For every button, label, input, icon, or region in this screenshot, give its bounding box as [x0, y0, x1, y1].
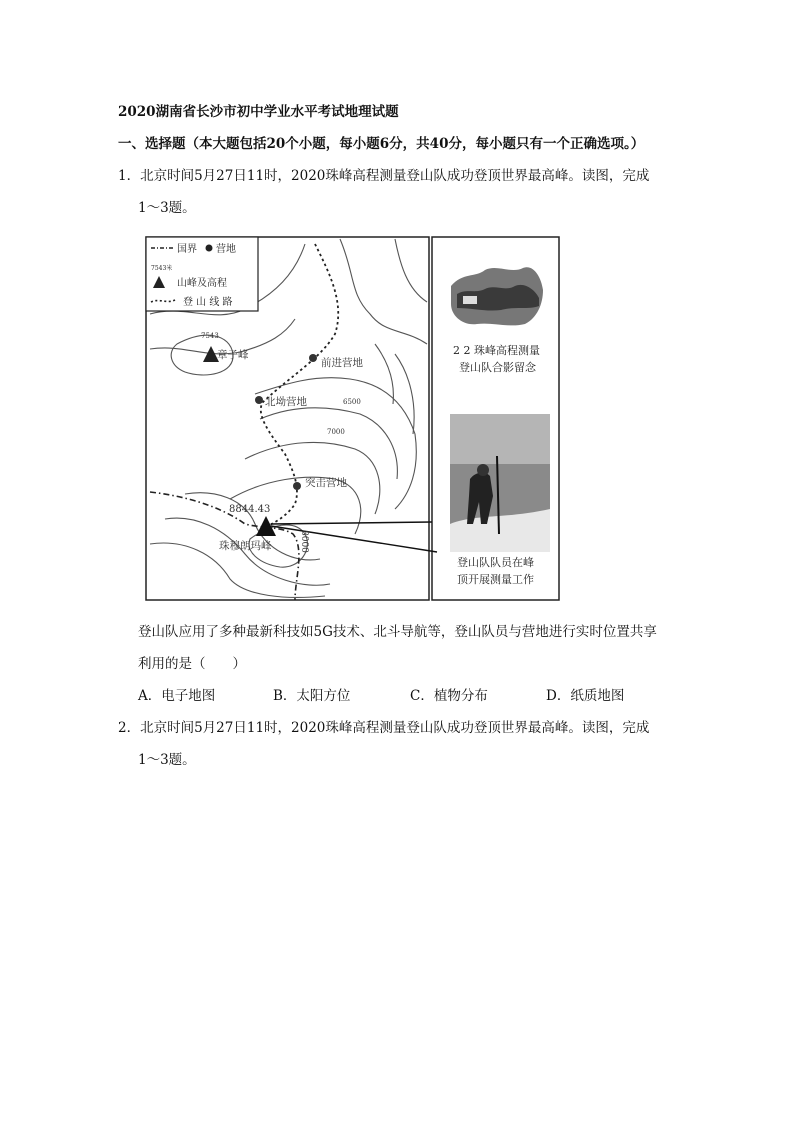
- assault-camp-marker: [293, 482, 301, 490]
- north-col-camp-marker: [255, 396, 263, 404]
- question-1-stem-line1: 1．北京时间5月27日11时，2020珠峰高程测量登山队成功登顶世界最高峰。读图，完成: [118, 168, 650, 184]
- legend-route-text: 登 山 线 路: [183, 297, 233, 308]
- zhangzi-peak-label: 章子峰: [217, 349, 249, 361]
- document-title: 2020湖南省长沙市初中学业水平考试地理试题: [118, 104, 399, 120]
- everest-elevation: 8844.43: [229, 504, 271, 515]
- legend-peak-elev-sample: 7543米: [151, 265, 173, 272]
- caption-bottom-line2: 顶开展测量工作: [457, 573, 534, 586]
- question-1-stem-line2: 1～3题。: [138, 200, 196, 216]
- photo-summit-climber-sky: [450, 414, 550, 464]
- legend-border-text: 国界: [177, 244, 197, 255]
- option-b: B．太阳方位: [273, 688, 351, 704]
- question-2-stem-line2: 1～3题。: [138, 752, 196, 768]
- north-col-camp-label: 北坳营地: [265, 396, 307, 408]
- contour-label-a: 6500: [343, 398, 361, 406]
- figure-svg: [145, 234, 561, 604]
- figure-map-and-photos: [145, 234, 561, 604]
- contour-label-b: 7000: [327, 428, 345, 436]
- option-d: D．纸质地图: [546, 688, 625, 704]
- option-c: C．植物分布: [410, 688, 488, 704]
- photo-team-group: [449, 264, 544, 326]
- question-2-stem-line1: 2．北京时间5月27日11时，2020珠峰高程测量登山队成功登顶世界最高峰。读图，完成: [118, 720, 650, 736]
- photo-summit-climber-head: [477, 464, 489, 476]
- caption-bottom-line1: 登山队队员在峰: [457, 556, 534, 569]
- legend-camp-symbol: [206, 245, 213, 252]
- advance-camp-marker: [309, 354, 317, 362]
- legend-camp-text: 营地: [216, 244, 236, 255]
- assault-camp-label: 突击营地: [305, 477, 347, 489]
- advance-camp-label: 前进营地: [321, 357, 363, 369]
- zhangzi-peak-elevation: 7543: [201, 332, 219, 340]
- option-a: A．电子地图: [138, 688, 216, 704]
- everest-label: 珠穆朗玛峰: [219, 540, 272, 552]
- question-1-subquestion-line2: 利用的是（ ）: [138, 656, 246, 672]
- contour-label-c: 8000: [299, 530, 309, 553]
- question-1-subquestion-line1: 登山队应用了多种最新科技如5G技术、北斗导航等，登山队员与营地进行实时位置共享: [138, 624, 657, 640]
- caption-top-line2: 登山队合影留念: [459, 361, 536, 374]
- legend-peak-text: 山峰及高程: [177, 278, 227, 289]
- caption-top-line1: 2 2 珠峰高程测量: [453, 344, 540, 357]
- photo-team-group-banner: [463, 296, 477, 304]
- section-heading: 一、选择题（本大题包括20个小题，每小题6分，共40分，每小题只有一个正确选项。）: [118, 136, 645, 152]
- legend: [146, 237, 258, 311]
- photo-summit-climber: [450, 414, 550, 552]
